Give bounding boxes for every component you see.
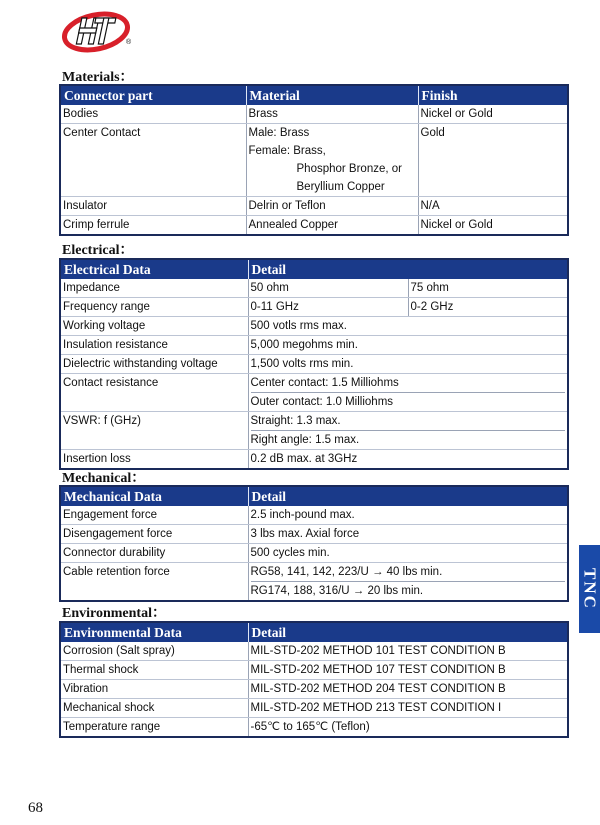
material-line: Beryllium Copper <box>296 181 385 193</box>
material-line: Phosphor Bronze, or <box>296 163 402 175</box>
label-cell: Connector durability <box>60 544 248 563</box>
detail-cell: -65℃ to 165℃ (Teflon) <box>250 721 370 733</box>
material-cell <box>246 124 418 197</box>
side-tab-label: TNC <box>580 568 600 610</box>
detail-cell: 0-11 GHz <box>248 298 408 317</box>
electrical-table <box>59 258 569 470</box>
col-header: Finish <box>418 85 568 105</box>
material-cell: Annealed Copper <box>246 216 418 236</box>
material-cell: Brass <box>246 105 418 124</box>
col-header: Environmental Data <box>60 622 248 642</box>
label-cell: Dielectric withstanding voltage <box>60 355 248 374</box>
label-cell: Cable retention force <box>60 563 248 602</box>
label-cell: Vibration <box>60 680 248 699</box>
company-logo <box>60 8 140 56</box>
label-cell: Engagement force <box>60 506 248 525</box>
detail-cell: 5,000 megohms min. <box>248 336 568 355</box>
detail-cell: MIL-STD-202 METHOD 213 TEST CONDITION I <box>248 699 568 718</box>
part-cell: Insulator <box>60 197 246 216</box>
col-header: Detail <box>248 622 568 642</box>
label-cell: Insulation resistance <box>60 336 248 355</box>
label-cell: Thermal shock <box>60 661 248 680</box>
detail-cell: 50 ohm <box>248 279 408 298</box>
table-row <box>60 374 568 412</box>
table-row <box>60 412 568 450</box>
detail-cell: 3 lbs max. Axial force <box>248 525 568 544</box>
svg-text:®: ® <box>126 39 132 46</box>
material-cell: Delrin or Teflon <box>246 197 418 216</box>
detail-cell: 75 ohm <box>408 279 568 298</box>
finish-cell: Nickel or Gold <box>418 105 568 124</box>
table-row <box>60 298 568 317</box>
col-header: Detail <box>248 259 568 279</box>
part-cell: Center Contact <box>60 124 246 197</box>
detail-cell: MIL-STD-202 METHOD 101 TEST CONDITION B <box>248 642 568 661</box>
col-header: Mechanical Data <box>60 486 248 506</box>
section-title-materials: Materials： <box>62 70 134 85</box>
table-row <box>60 642 568 661</box>
detail-cell: 0-2 GHz <box>408 298 568 317</box>
detail-line: Outer contact: 1.0 Milliohms <box>250 396 394 408</box>
detail-cell <box>248 412 568 450</box>
detail-cell <box>248 374 568 412</box>
label-cell: Frequency range <box>60 298 248 317</box>
table-row <box>60 317 568 336</box>
col-header: Detail <box>248 486 568 506</box>
table-row <box>60 124 568 197</box>
label-cell: Contact resistance <box>60 374 248 412</box>
col-header: Material <box>246 85 418 105</box>
col-header: Electrical Data <box>60 259 248 279</box>
finish-cell: Nickel or Gold <box>420 219 493 231</box>
label-cell: Mechanical shock <box>60 699 248 718</box>
label-cell: Working voltage <box>60 317 248 336</box>
table-row <box>60 525 568 544</box>
section-title-mechanical: Mechanical： <box>62 471 146 486</box>
materials-table <box>59 84 569 236</box>
detail-cell: 500 cycles min. <box>248 544 568 563</box>
label-cell: Corrosion (Salt spray) <box>60 642 248 661</box>
table-row <box>60 336 568 355</box>
detail-cell: 500 votls rms max. <box>248 317 568 336</box>
label-cell: VSWR: f (GHz) <box>60 412 248 450</box>
material-line: Male: Brass <box>248 127 310 139</box>
part-cell: Crimp ferrule <box>60 216 246 236</box>
detail-line: Center contact: 1.5 Milliohms <box>251 374 566 393</box>
detail-cell <box>248 563 568 602</box>
table-row <box>60 544 568 563</box>
page-number: 68 <box>28 800 43 816</box>
detail-cell: 0.2 dB max. at 3GHz <box>250 453 358 465</box>
detail-cell: 1,500 volts rms min. <box>248 355 568 374</box>
material-line: Female: Brass, <box>248 145 326 157</box>
section-title-environmental: Environmental： <box>62 606 166 621</box>
table-row <box>60 718 568 738</box>
label-cell: Insertion loss <box>60 450 248 470</box>
part-cell: Bodies <box>60 105 246 124</box>
detail-line: RG174, 188, 316/U → 20 lbs min. <box>250 585 424 597</box>
table-row <box>60 661 568 680</box>
side-tab-tnc <box>579 545 600 633</box>
mechanical-table <box>59 485 569 602</box>
table-row <box>60 506 568 525</box>
environmental-table <box>59 621 569 738</box>
detail-cell: MIL-STD-202 METHOD 204 TEST CONDITION B <box>248 680 568 699</box>
detail-cell: 2.5 inch-pound max. <box>248 506 568 525</box>
table-row <box>60 563 568 602</box>
table-row <box>60 680 568 699</box>
finish-cell: N/A <box>418 197 568 216</box>
col-header: Connector part <box>60 85 246 105</box>
table-row <box>60 197 568 216</box>
section-title-electrical: Electrical： <box>62 243 134 258</box>
table-row <box>60 105 568 124</box>
detail-line: Straight: 1.3 max. <box>251 412 566 431</box>
table-row <box>60 279 568 298</box>
detail-line: Right angle: 1.5 max. <box>250 434 360 446</box>
table-row <box>60 355 568 374</box>
table-row <box>60 699 568 718</box>
finish-cell: Gold <box>418 124 568 197</box>
table-row <box>60 216 568 236</box>
detail-line: RG58, 141, 142, 223/U → 40 lbs min. <box>251 563 566 582</box>
label-cell: Impedance <box>60 279 248 298</box>
detail-cell: MIL-STD-202 METHOD 107 TEST CONDITION B <box>248 661 568 680</box>
label-cell: Temperature range <box>60 718 248 738</box>
label-cell: Disengagement force <box>60 525 248 544</box>
